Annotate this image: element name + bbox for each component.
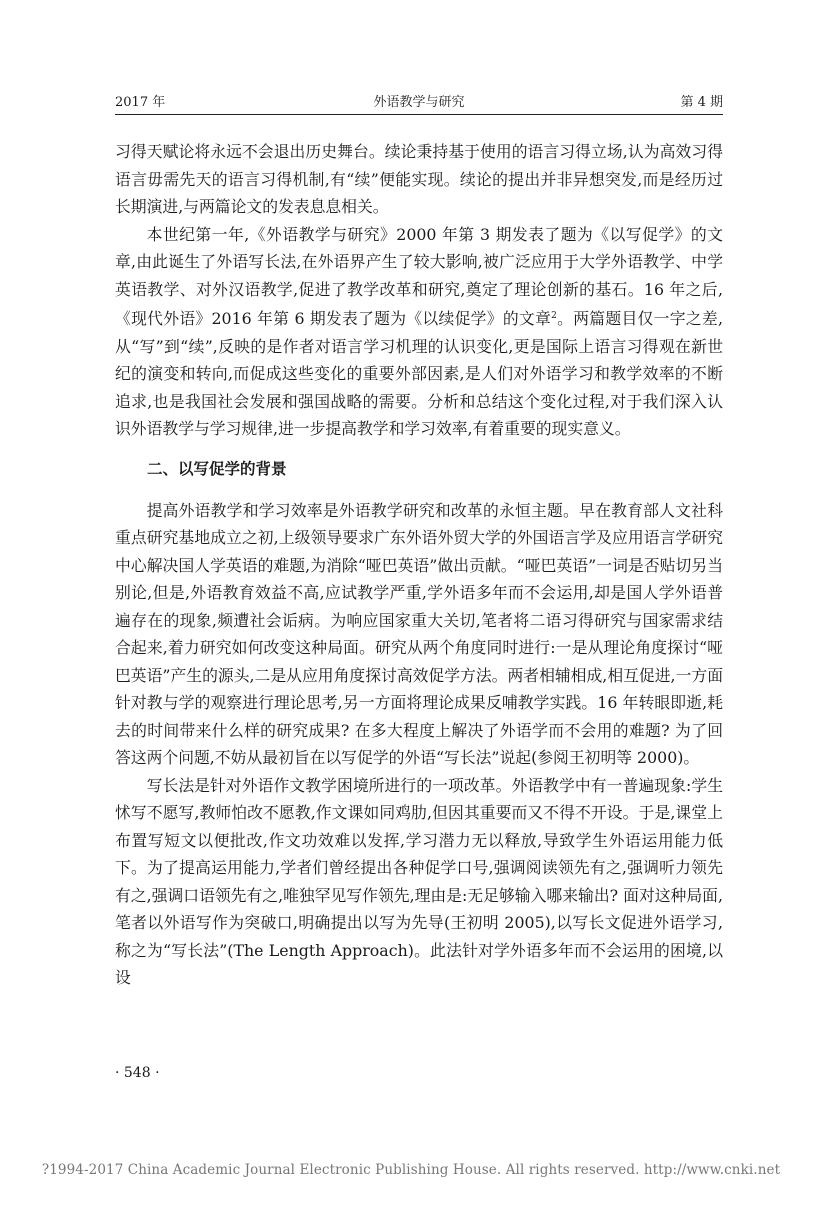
header-journal-title: 外语教学与研究 — [373, 95, 465, 110]
paragraph-3: 提高外语教学和学习效率是外语教学研究和改革的永恒主题。早在教育部人文社科重点研究基地成立之初,上级领导要求广东外语外贸大学的外国语言学及应用语言学研究中心解决国人学英语的难题,为消除“哑巴英语”做出贡献。“哑巴英语”一词是否贴切另当别论,但是,外语教育效益不高,应试教学严重,学外语多年而不会运用,却是国人学外语普遍存在的现象,频遭社会诟病。为响应国家重大关切,笔者将二语习得研究与国家需求结合起来,着力研究如何改变这种局面。研究从两个角度同时进行:一是从理论角度探讨“哑巴英语”产生的源头,二是从应用角度探讨高效促学方法。两者相辅相成,相互促进,一方面针对教与学的观察进行理论思考,另一方面将理论成果反哺教学实践。16 年转眼即逝,耗去的时间带来什么样的研究成果? 在多大程度上解决了外语学而不会用的难题? 为了回答这两个问题,不妨从最初旨在以写促学的外语“写长法”说起(参阅王初明等 2000)。 — [115, 500, 723, 767]
running-header — [115, 92, 723, 115]
paragraph-2-text-b: 。两篇题目仅一字之差,从“写”到“续”,反映的是作者对语言学习机理的认识变化,更是国际上语言习得观在新世纪的演变和转向,而促成这些变化的重要外部因素,是人们对外语学习和教学效率的不断追求,也是我国社会发展和强国战略的需要。分析和总结这个变化过程,对于我们深入认识外语教学与学习规律,进一步提高教学和学习效率,有着重要的现实意义。 — [115, 309, 723, 438]
paragraph-2 — [115, 221, 723, 443]
header-issue: 第 4 期 — [680, 95, 723, 110]
page-number: · 548 · — [115, 1065, 160, 1081]
footnote-marker: 2 — [551, 311, 557, 321]
article-body — [115, 138, 723, 992]
header-year: 2017 年 — [115, 95, 166, 110]
paragraph-4: 写长法是针对外语作文教学困境所进行的一项改革。外语教学中有一普遍现象:学生怵写不愿写,教师怕改不愿教,作文课如同鸡肋,但因其重要而又不得不开设。于是,课堂上布置写短文以便批改,作文功效难以发挥,学习潜力无以释放,导致学生外语运用能力低下。为了提高运用能力,学者们曾经提出各种促学口号,强调阅读领先有之,强调听力领先有之,强调口语领先有之,唯独罕见写作领先,理由是:无足够输入哪来输出? 面对这种局面,笔者以外语写作为突破口,明确提出以写为先导(王初明 2005),以写长文促进外语学习,称之为“写长法”(The Length Approach)。此法针对学外语多年而不会运用的困境,以设 — [115, 775, 723, 987]
paragraph-1: 习得天赋论将永远不会退出历史舞台。续论秉持基于使用的语言习得立场,认为高效习得语言毋需先天的语言习得机制,有“续”便能实现。续论的提出并非异想突发,而是经历过长期演进,与两篇论文的发表息息相关。 — [115, 142, 723, 216]
copyright-footer: ?1994-2017 China Academic Journal Electronic Publishing House. All rights reserved. http://www.cnki.net — [41, 1162, 781, 1178]
paragraph-2-text-a: 本世纪第一年,《外语教学与研究》2000 年第 3 期发表了题为《以写促学》的文章,由此诞生了外语写长法,在外语界产生了较大影响,被广泛应用于大学外语教学、中学英语教学、对外汉语教学,促进了教学改革和研究,奠定了理论创新的基石。16 年之后,《现代外语》2016 年第 6 期发表了题为《以续促学》的文章 — [115, 224, 723, 328]
section-heading: 二、以写促学的背景 — [147, 459, 287, 478]
